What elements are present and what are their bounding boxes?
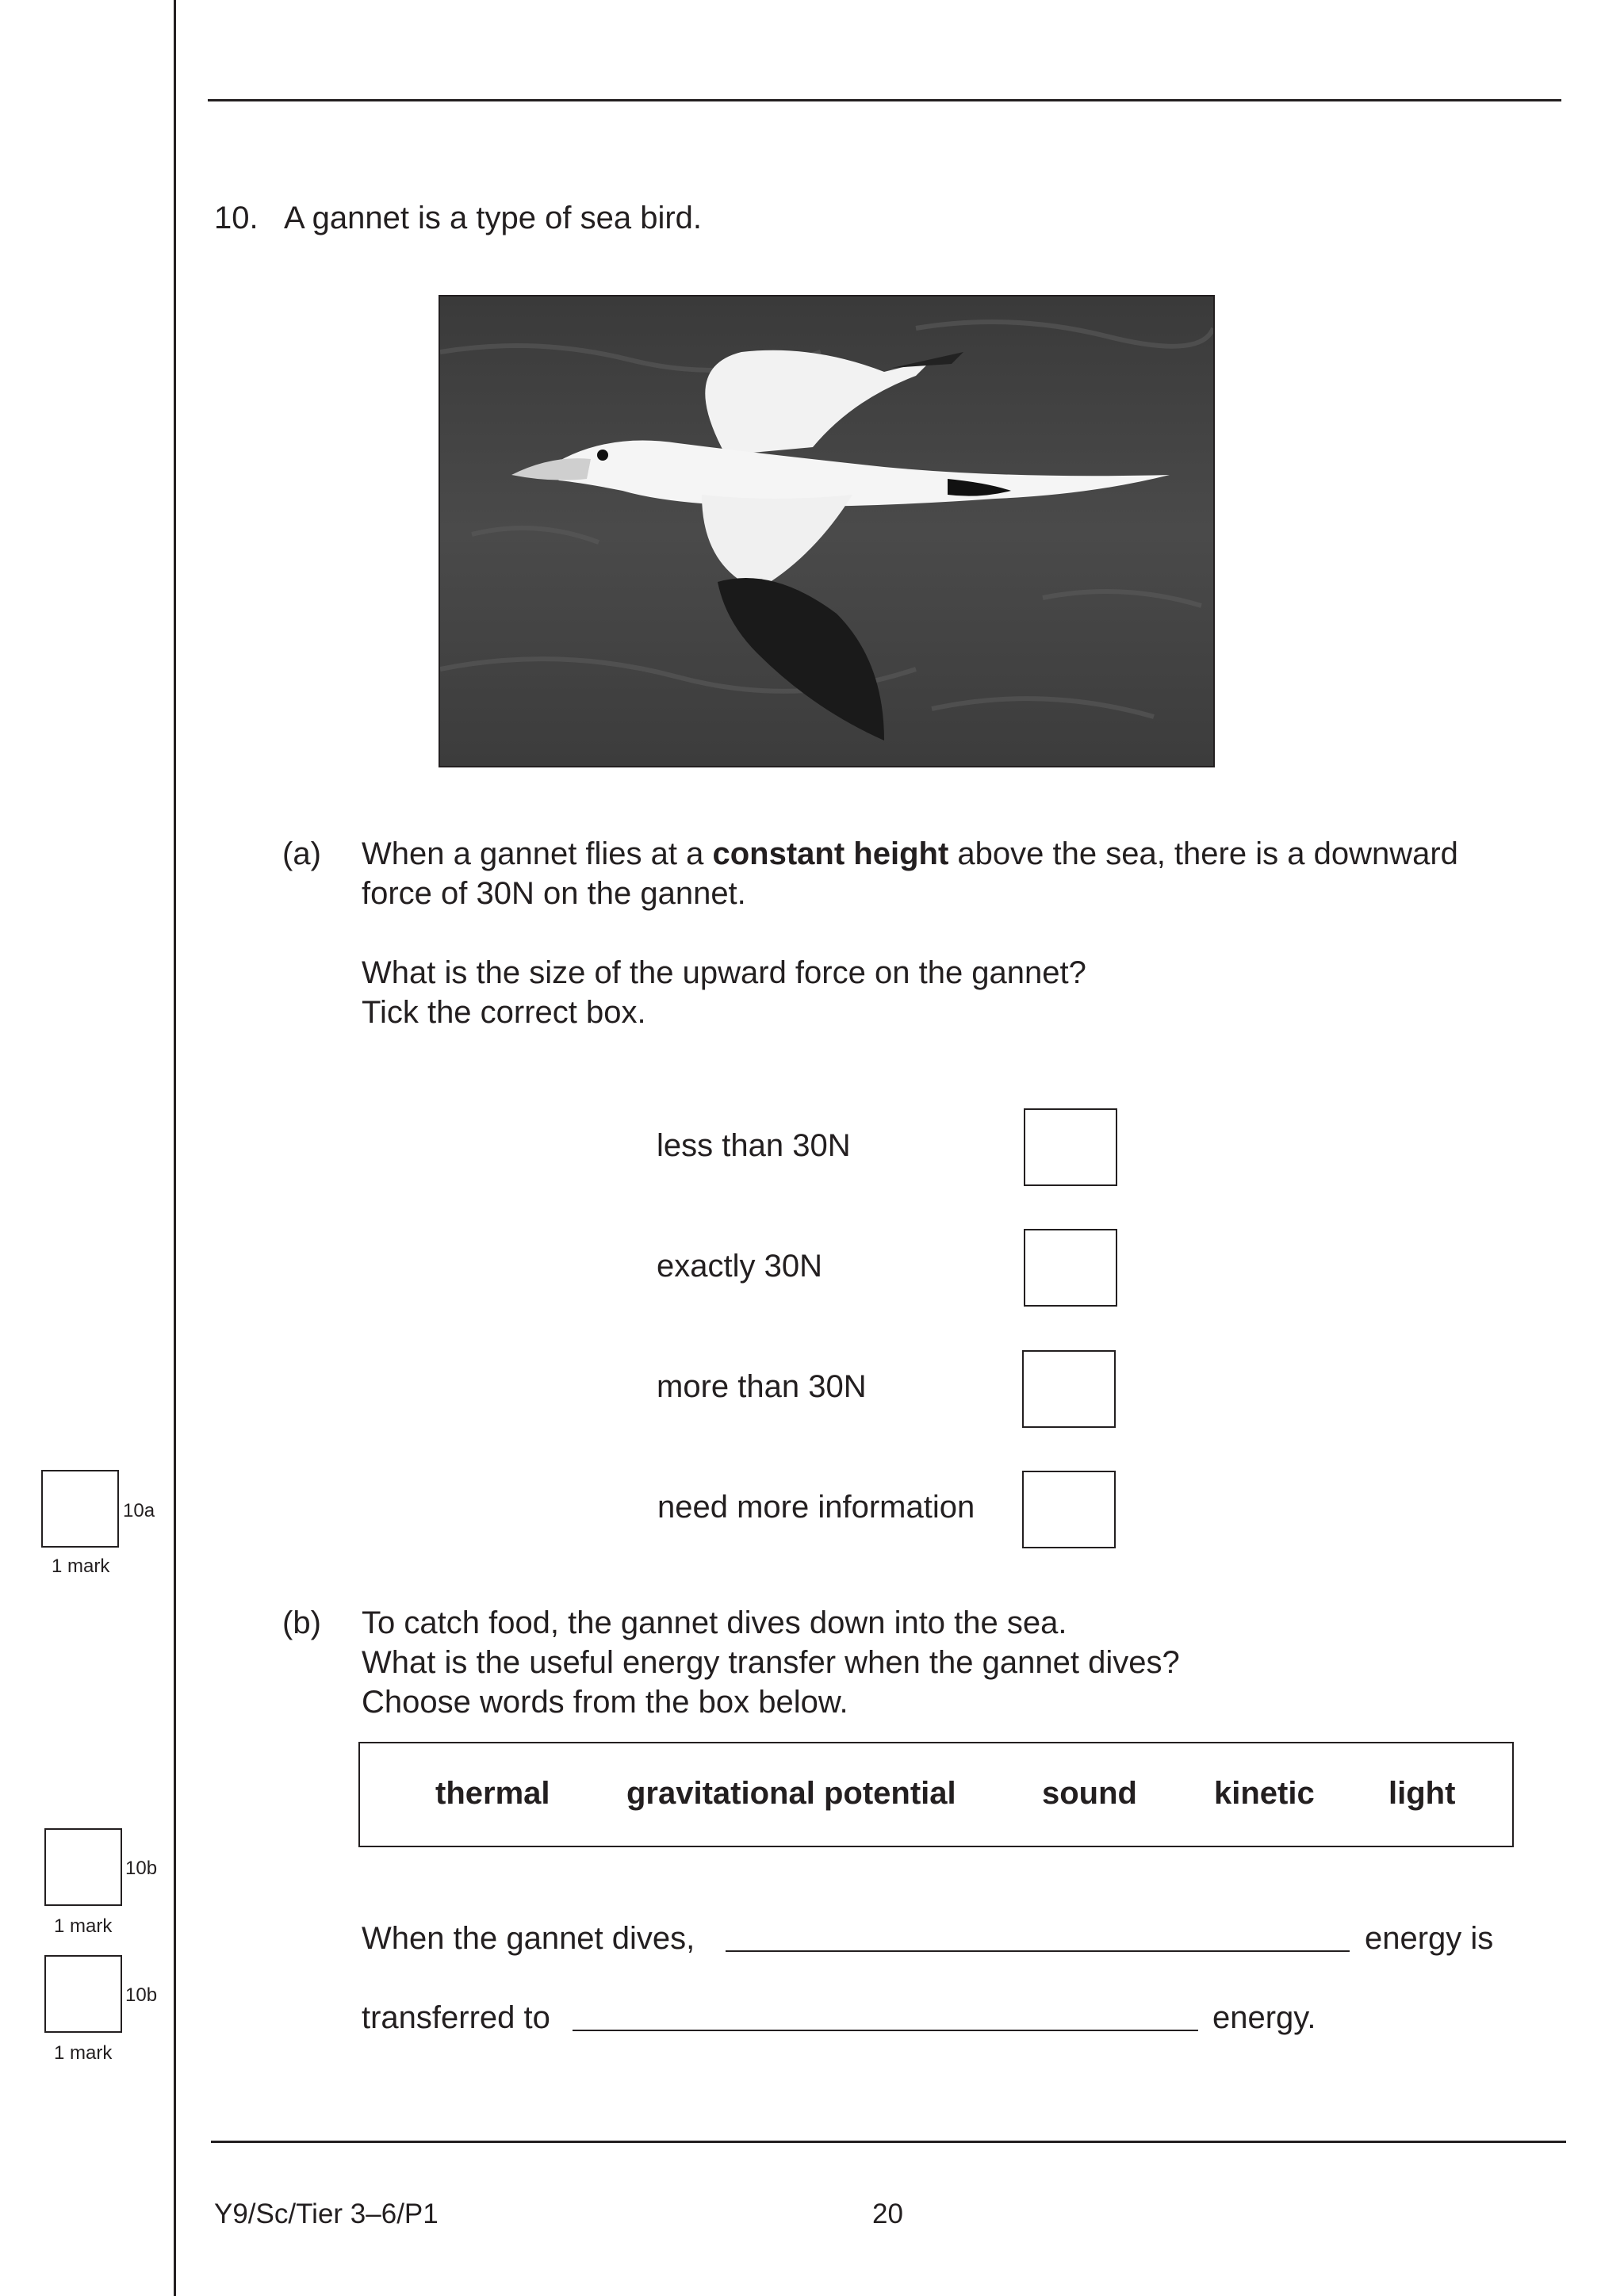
question-number: 10. (214, 201, 259, 235)
part-a-prompt1: What is the size of the upward force on the gannet? (362, 955, 1086, 990)
part-a-line1 (362, 834, 1458, 874)
bottom-rule (211, 2141, 1566, 2143)
mark-box[interactable] (44, 1955, 122, 2033)
tick-box[interactable] (1024, 1108, 1117, 1186)
gannet-photo (439, 295, 1215, 767)
word-box (358, 1742, 1514, 1847)
word-option: gravitational potential (626, 1776, 956, 1811)
tick-box[interactable] (1022, 1471, 1116, 1548)
mark-code: 10b (125, 1858, 158, 1879)
part-a-line1-end: above the sea, there is a downward (948, 836, 1458, 871)
part-b-line1: To catch food, the gannet dives down into the sea. (362, 1605, 1067, 1640)
mark-box[interactable] (44, 1828, 122, 1906)
part-b-line2: What is the useful energy transfer when the gannet dives? (362, 1645, 1180, 1680)
question-intro: A gannet is a type of sea bird. (284, 201, 703, 235)
tick-box[interactable] (1022, 1350, 1116, 1428)
mark-box[interactable] (41, 1470, 119, 1548)
mark-label: 1 mark (54, 1915, 113, 1937)
answer-blank-2[interactable] (573, 2030, 1198, 2031)
part-a-line2: force of 30N on the gannet. (362, 876, 746, 911)
top-rule (208, 99, 1561, 101)
mark-label: 1 mark (52, 1556, 110, 1577)
option-label: more than 30N (657, 1369, 867, 1404)
option-label: exactly 30N (657, 1249, 822, 1284)
mark-code: 10a (123, 1500, 155, 1521)
page-number: 20 (872, 2198, 903, 2229)
sentence2-start: transferred to (362, 2000, 550, 2035)
part-a-prompt2: Tick the correct box. (362, 995, 646, 1030)
sentence2-end: energy. (1212, 2000, 1316, 2035)
part-a-line1-start: When a gannet flies at a (362, 836, 713, 871)
part-b-line3: Choose words from the box below. (362, 1685, 848, 1720)
sentence1-end: energy is (1365, 1921, 1494, 1956)
option-label: need more information (657, 1490, 975, 1525)
word-option: sound (1042, 1776, 1137, 1811)
footer-code: Y9/Sc/Tier 3–6/P1 (214, 2198, 439, 2229)
tick-box[interactable] (1024, 1229, 1117, 1307)
option-label: less than 30N (657, 1128, 851, 1163)
word-option: thermal (435, 1776, 550, 1811)
part-a-label: (a) (282, 836, 321, 871)
word-option: kinetic (1214, 1776, 1315, 1811)
answer-blank-1[interactable] (726, 1950, 1350, 1952)
part-b-label: (b) (282, 1605, 321, 1640)
word-option: light (1388, 1776, 1456, 1811)
mark-label: 1 mark (54, 2042, 113, 2064)
mark-code: 10b (125, 1984, 158, 2006)
part-a-line1-bold: constant height (712, 836, 949, 871)
margin-line (174, 0, 176, 2296)
sentence1-start: When the gannet dives, (362, 1921, 695, 1956)
